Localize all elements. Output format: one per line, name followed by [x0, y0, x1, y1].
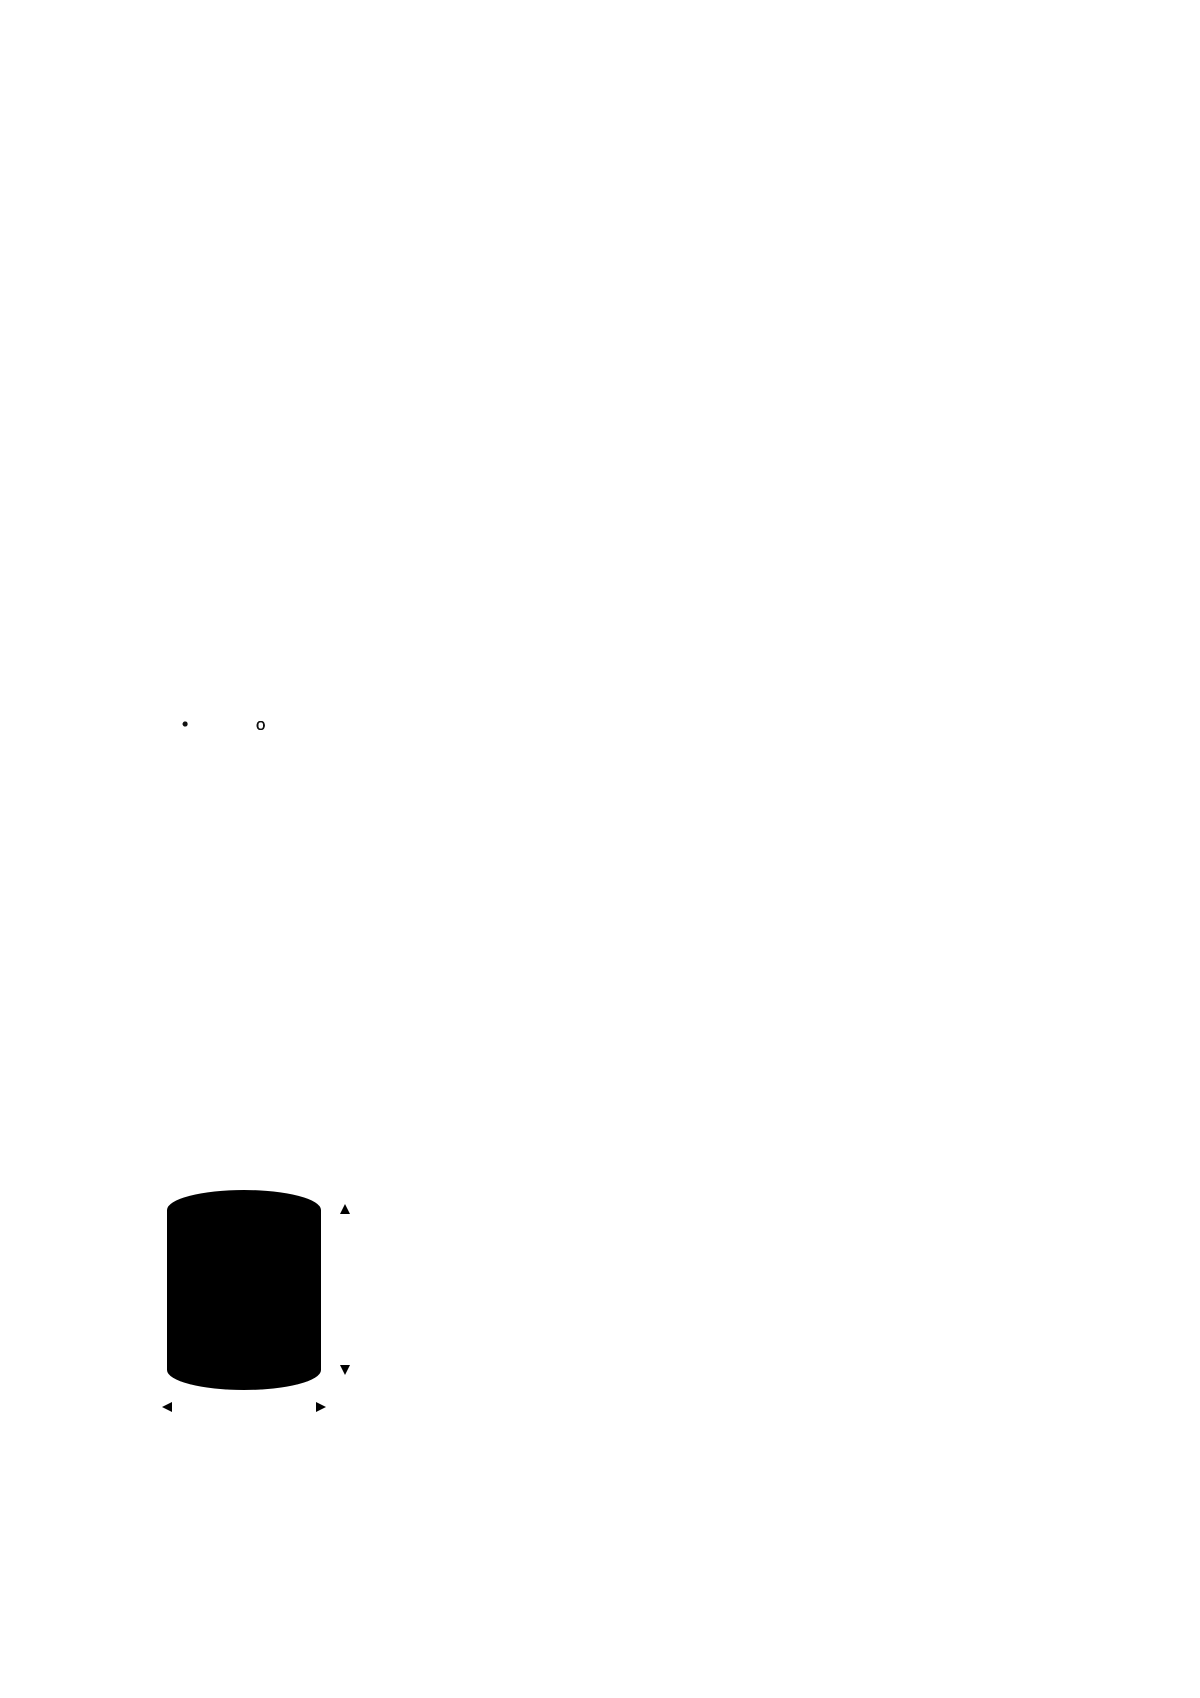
- cylinder-figure: [150, 1185, 510, 1445]
- cylinder-body: [167, 1210, 321, 1390]
- cylinder-top: [167, 1190, 321, 1230]
- area-formula-line: [146, 1476, 150, 1499]
